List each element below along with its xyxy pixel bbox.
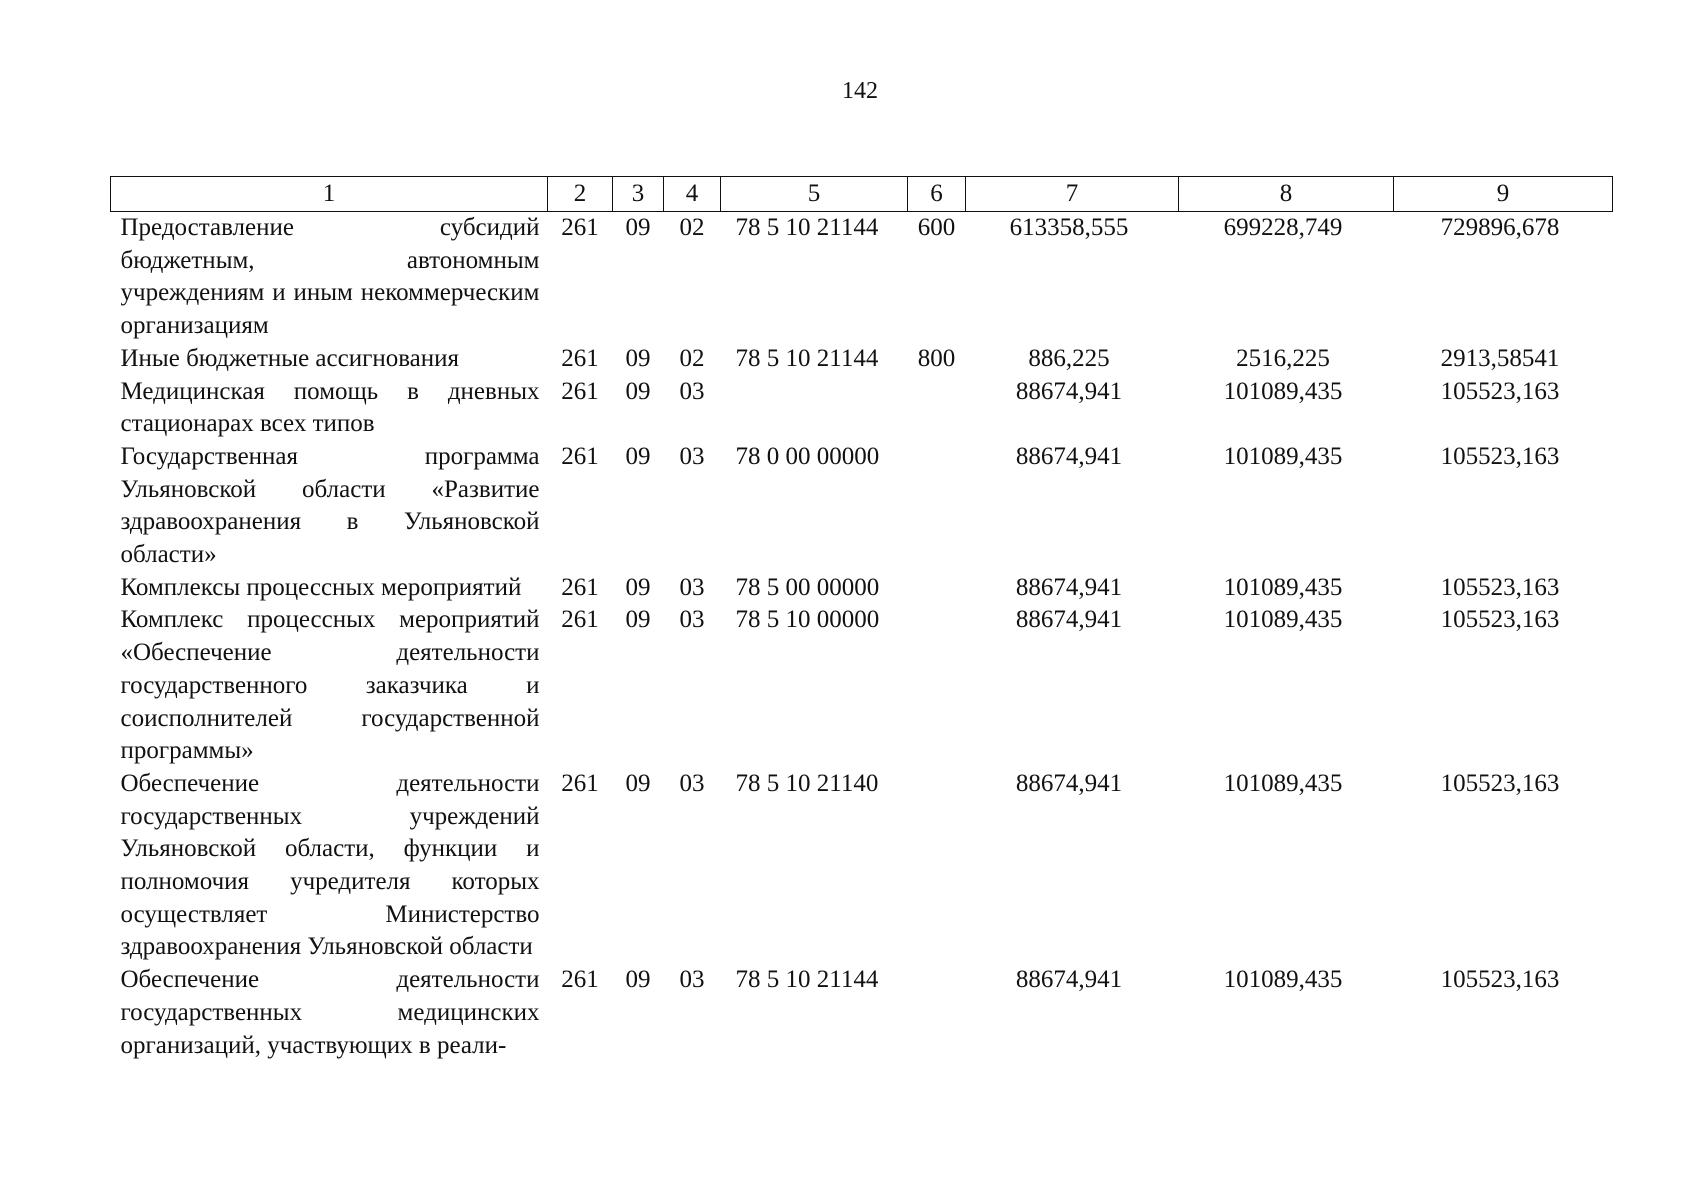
cell-col6 (908, 768, 966, 964)
cell-col9: 105523,163 (1440, 606, 1560, 634)
cell-col9: 2913,58541 (1440, 344, 1560, 372)
row-name-cell (111, 343, 548, 376)
cell-col3: 09 (625, 769, 651, 797)
cell-col7: 88674,941 (1015, 606, 1123, 634)
row-name-cell (111, 572, 548, 605)
cell-col5: 78 5 10 21144 (735, 214, 879, 241)
cell-col2: 261 (561, 573, 599, 601)
cell-col3: 09 (625, 377, 651, 405)
column-header: 1 (111, 177, 548, 212)
row-name-cell (111, 604, 548, 768)
cell-col9: 105523,163 (1440, 769, 1560, 797)
cell-col7: 88674,941 (1015, 769, 1123, 797)
row-name: Государственная программа Ульяновской области «Развитие здравоохранения в Ульяновской области» (120, 442, 540, 569)
column-header: 7 (966, 177, 1179, 212)
cell-col3: 09 (625, 442, 651, 470)
cell-col8: 101089,435 (1223, 442, 1343, 470)
cell-col4: 03 (679, 377, 705, 405)
row-name: Обеспечение деятельности государственных учреждений Ульяновской области, функции и полномочия учредителя которых осуществляет Министерство здравоохранения Ульяновской области (120, 769, 540, 961)
row-name-cell (111, 964, 548, 1062)
budget-table (110, 176, 1613, 1062)
cell-col5: 78 5 10 21144 (735, 966, 879, 994)
column-header: 2 (548, 177, 613, 212)
cell-col9: 105523,163 (1440, 377, 1560, 405)
cell-col6 (908, 964, 966, 1062)
cell-col3: 09 (625, 606, 651, 634)
cell-col5 (721, 376, 908, 441)
cell-col9: 729896,678 (1440, 214, 1560, 241)
column-header: 5 (721, 177, 908, 212)
cell-col6 (908, 441, 966, 572)
cell-col8: 101089,435 (1223, 573, 1343, 601)
cell-col7: 88674,941 (1015, 442, 1123, 470)
cell-col7: 886,225 (1028, 344, 1110, 372)
row-name-cell (111, 768, 548, 964)
column-header: 3 (613, 177, 664, 212)
table-row (111, 572, 1613, 605)
cell-col6: 600 (917, 214, 956, 241)
column-number-row (111, 177, 1613, 212)
row-name: Комплекс процессных мероприятий «Обеспечение деятельности государственного заказчика и соисполнителей государственной программы» (120, 606, 540, 765)
cell-col3: 09 (625, 966, 651, 994)
table-row (111, 343, 1613, 376)
cell-col2: 261 (561, 344, 599, 372)
column-header: 8 (1179, 177, 1394, 212)
cell-col2: 261 (561, 442, 599, 470)
cell-col5: 78 5 10 21144 (735, 344, 879, 372)
cell-col6 (908, 376, 966, 441)
cell-col9: 105523,163 (1440, 966, 1560, 994)
table-row (111, 441, 1613, 572)
row-name: Обеспечение деятельности государственных медицинских организаций, участвующих в реали- (120, 966, 540, 1059)
table-row (111, 212, 1613, 343)
cell-col8: 101089,435 (1223, 606, 1343, 634)
cell-col4: 03 (679, 573, 705, 601)
cell-col6 (908, 604, 966, 768)
cell-col7: 613358,555 (1009, 214, 1129, 241)
cell-col7: 88674,941 (1015, 377, 1123, 405)
cell-col8: 101089,435 (1223, 769, 1343, 797)
cell-col6 (908, 572, 966, 605)
cell-col8: 101089,435 (1223, 377, 1343, 405)
cell-col4: 03 (679, 769, 705, 797)
cell-col3: 09 (625, 344, 651, 372)
cell-col6: 800 (917, 344, 956, 372)
cell-col5: 78 0 00 00000 (735, 442, 880, 470)
row-name: Медицинская помощь в дневных стационарах всех типов (120, 377, 540, 438)
cell-col9: 105523,163 (1440, 442, 1560, 470)
row-name: Иные бюджетные ассигнования (120, 344, 460, 372)
row-name-cell (111, 376, 548, 441)
cell-col5: 78 5 00 00000 (735, 573, 880, 601)
row-name-cell (111, 212, 548, 343)
row-name-cell (111, 441, 548, 572)
cell-col8: 101089,435 (1223, 966, 1343, 994)
cell-col7: 88674,941 (1015, 966, 1123, 994)
cell-col2: 261 (561, 769, 599, 797)
cell-col4: 02 (679, 214, 705, 241)
cell-col5: 78 5 10 00000 (735, 606, 880, 634)
column-header: 4 (664, 177, 721, 212)
page-number: 142 (842, 78, 878, 104)
row-name: Комплексы процессных мероприятий (120, 573, 522, 601)
cell-col2: 261 (561, 966, 599, 994)
cell-col5: 78 5 10 21140 (735, 769, 879, 797)
column-header: 6 (908, 177, 966, 212)
column-header: 9 (1394, 177, 1613, 212)
cell-col9: 105523,163 (1440, 573, 1560, 601)
cell-col7: 88674,941 (1015, 573, 1123, 601)
table-row (111, 768, 1613, 964)
cell-col3: 09 (625, 214, 651, 241)
cell-col2: 261 (561, 606, 599, 634)
table-row (111, 604, 1613, 768)
cell-col4: 03 (679, 966, 705, 994)
table-row (111, 376, 1613, 441)
row-name: Предоставление субсидий бюджетным, автономным учреждениям и иным некоммерческим организациям (120, 214, 540, 340)
cell-col8: 2516,225 (1236, 344, 1330, 372)
cell-col2: 261 (561, 377, 599, 405)
cell-col4: 03 (679, 442, 705, 470)
cell-col2: 261 (561, 214, 599, 241)
cell-col8: 699228,749 (1223, 214, 1343, 241)
cell-col4: 02 (679, 344, 705, 372)
cell-col3: 09 (625, 573, 651, 601)
table-row (111, 964, 1613, 1062)
cell-col4: 03 (679, 606, 705, 634)
